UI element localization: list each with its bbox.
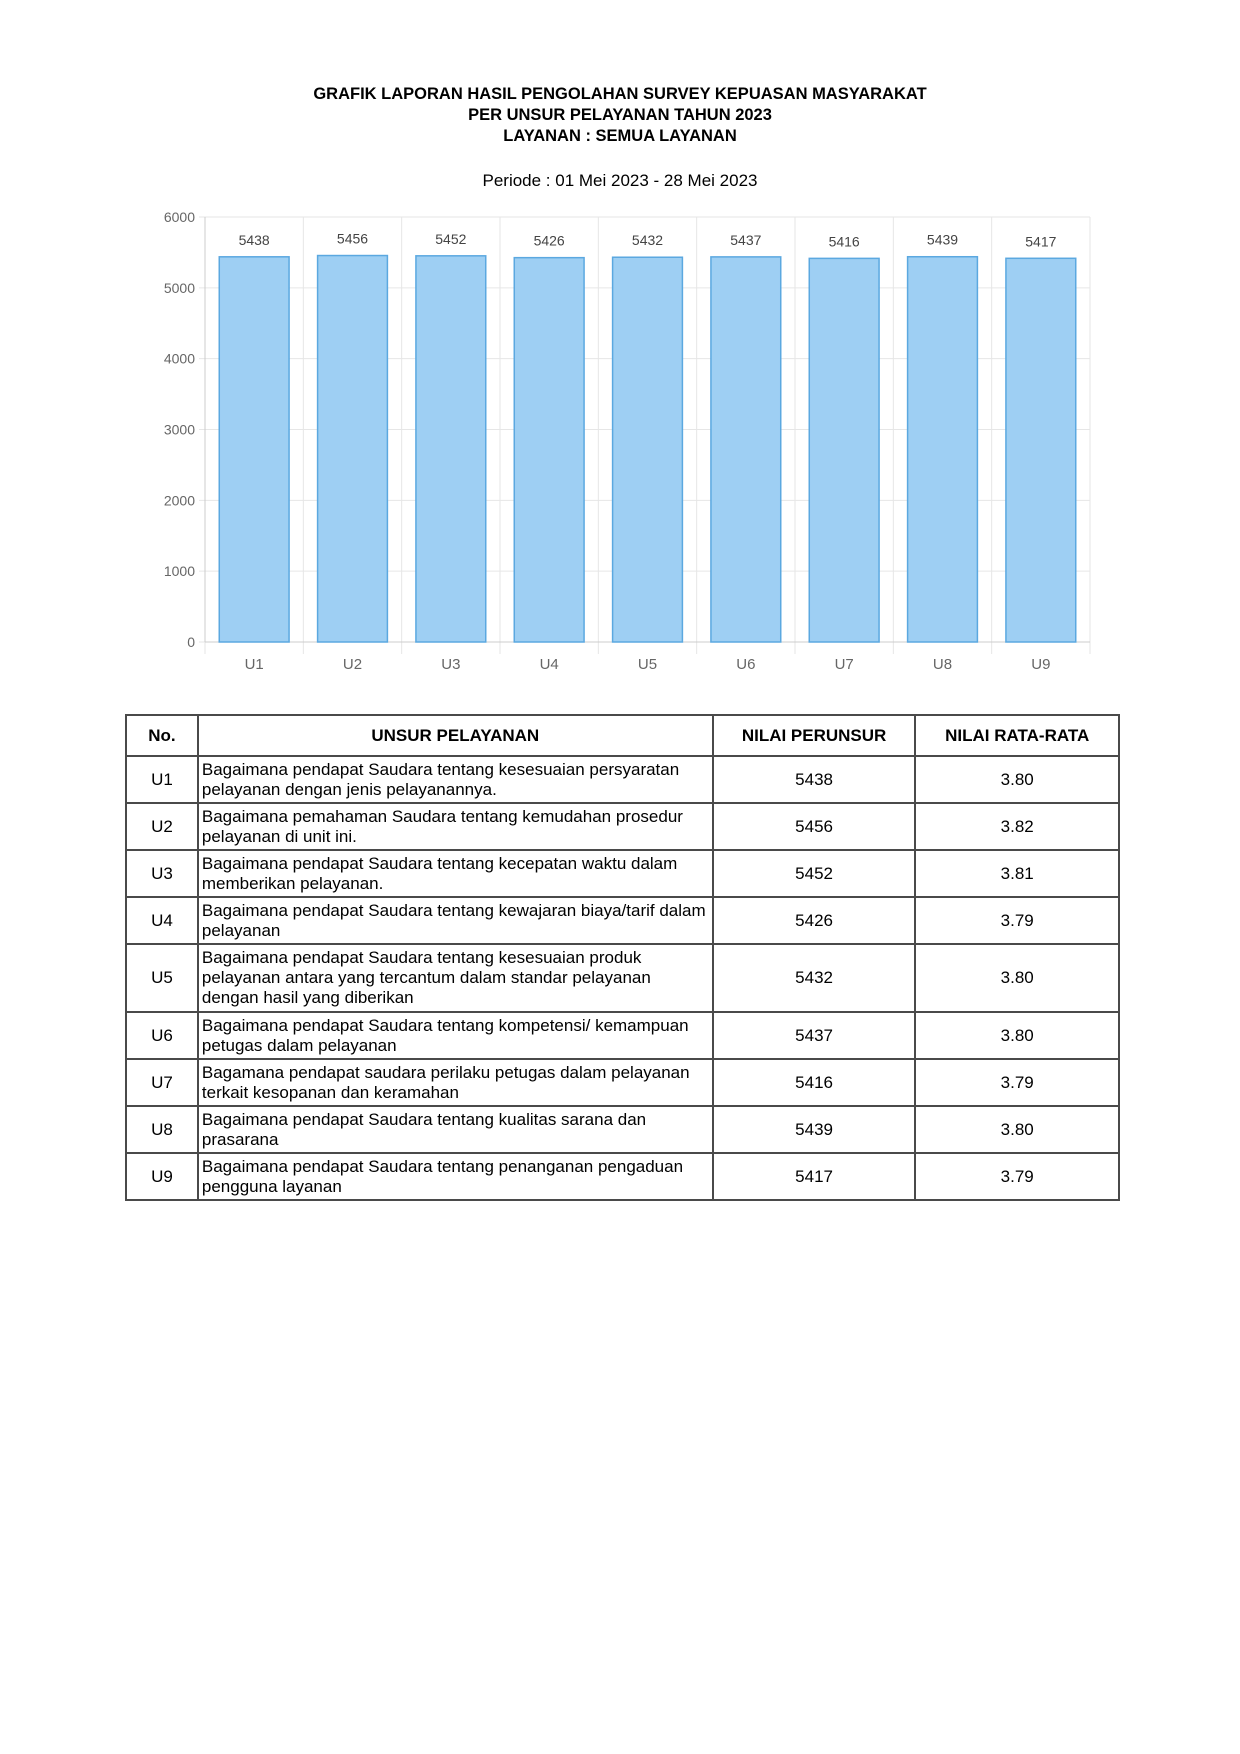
header-no: No. — [126, 715, 198, 756]
row-rata: 3.81 — [915, 850, 1119, 897]
x-tick-label: U2 — [342, 656, 363, 673]
row-unsur: Bagamana pendapat saudara perilaku petugas dalam pelayanan terkait kesopanan dan keramahan — [198, 1059, 713, 1106]
row-unsur: Bagaimana pendapat Saudara tentang kualitas sarana dan prasarana — [198, 1106, 713, 1153]
report-title-line-1: GRAFIK LAPORAN HASIL PENGOLAHAN SURVEY KEPUASAN MASYARAKAT — [313, 85, 927, 103]
x-tick-label: U3 — [441, 656, 461, 673]
report-title-line-3: LAYANAN : SEMUA LAYANAN — [503, 127, 737, 145]
table-row — [126, 803, 1119, 850]
row-unsur: Bagaimana pendapat Saudara tentang penanganan pengaduan pengguna layanan — [198, 1153, 713, 1200]
bar — [711, 257, 781, 642]
bar-data-label: 5432 — [631, 232, 664, 249]
bar — [219, 257, 289, 642]
row-unsur: Bagaimana pendapat Saudara tentang kewajaran biaya/tarif dalam pelayanan — [198, 897, 713, 944]
x-tick-label: U8 — [932, 656, 953, 673]
bar — [514, 258, 584, 642]
x-tick-label: U5 — [637, 656, 658, 673]
row-nilai: 5437 — [713, 1012, 916, 1059]
table-row — [126, 897, 1119, 944]
row-no: U2 — [126, 803, 198, 850]
report-title — [0, 84, 1240, 147]
bar-data-label: 5456 — [336, 230, 369, 247]
x-tick-label: U4 — [539, 656, 559, 673]
bar-data-label: 5416 — [828, 233, 860, 250]
row-unsur: Bagaimana pendapat Saudara tentang kecepatan waktu dalam memberikan pelayanan. — [198, 850, 713, 897]
row-nilai: 5452 — [713, 850, 916, 897]
row-rata: 3.79 — [915, 1059, 1119, 1106]
row-rata: 3.80 — [915, 1106, 1119, 1153]
row-rata: 3.80 — [915, 756, 1119, 803]
bar — [613, 257, 683, 642]
table-row — [126, 1106, 1119, 1153]
x-tick-label: U7 — [834, 656, 854, 673]
bar-data-label: 5439 — [926, 231, 959, 248]
y-tick-label: 2000 — [163, 492, 195, 509]
bar-data-label: 5452 — [435, 230, 467, 247]
row-nilai: 5432 — [713, 944, 916, 1012]
y-tick-label: 5000 — [163, 279, 195, 296]
row-no: U7 — [126, 1059, 198, 1106]
row-unsur: Bagaimana pendapat Saudara tentang kesesuaian produk pelayanan antara yang tercantum dalam standar pelayanan dengan hasil yang diberikan — [198, 944, 713, 1012]
table-row — [126, 1153, 1119, 1200]
header-nilai-rata-rata: NILAI RATA-RATA — [915, 715, 1119, 756]
table-row — [126, 1059, 1119, 1106]
bar-data-label: 5417 — [1025, 233, 1057, 250]
report-table — [125, 714, 1120, 1201]
table-header-row — [126, 715, 1119, 756]
row-rata: 3.79 — [915, 897, 1119, 944]
row-no: U9 — [126, 1153, 198, 1200]
table-row — [126, 1012, 1119, 1059]
row-no: U5 — [126, 944, 198, 1012]
y-tick-label: 0 — [187, 634, 195, 650]
x-tick-label: U9 — [1031, 656, 1051, 673]
bar — [809, 258, 879, 642]
row-no: U4 — [126, 897, 198, 944]
row-rata: 3.80 — [915, 944, 1119, 1012]
row-nilai: 5426 — [713, 897, 916, 944]
bar-data-label: 5437 — [730, 231, 762, 248]
bar — [318, 256, 388, 642]
header-nilai-perunsur: NILAI PERUNSUR — [713, 715, 916, 756]
x-tick-label: U6 — [736, 656, 756, 673]
table-row — [126, 756, 1119, 803]
report-period: Periode : 01 Mei 2023 - 28 Mei 2023 — [482, 171, 758, 190]
row-rata: 3.80 — [915, 1012, 1119, 1059]
row-no: U6 — [126, 1012, 198, 1059]
bar-chart — [150, 205, 1100, 685]
row-nilai: 5456 — [713, 803, 916, 850]
row-rata: 3.79 — [915, 1153, 1119, 1200]
row-no: U8 — [126, 1106, 198, 1153]
bar-data-label: 5426 — [533, 232, 565, 249]
row-unsur: Bagaimana pemahaman Saudara tentang kemudahan prosedur pelayanan di unit ini. — [198, 803, 713, 850]
row-nilai: 5439 — [713, 1106, 916, 1153]
report-title-line-2: PER UNSUR PELAYANAN TAHUN 2023 — [468, 106, 772, 124]
row-no: U3 — [126, 850, 198, 897]
bar — [908, 257, 978, 642]
row-nilai: 5438 — [713, 756, 916, 803]
y-tick-label: 1000 — [163, 563, 195, 580]
x-tick-label: U1 — [244, 656, 264, 673]
row-nilai: 5417 — [713, 1153, 916, 1200]
bar-data-label: 5438 — [238, 231, 270, 248]
row-nilai: 5416 — [713, 1059, 916, 1106]
y-tick-label: 3000 — [163, 421, 195, 438]
row-no: U1 — [126, 756, 198, 803]
row-unsur: Bagaimana pendapat Saudara tentang kompetensi/ kemampuan petugas dalam pelayanan — [198, 1012, 713, 1059]
bar — [1006, 258, 1076, 642]
table-row — [126, 850, 1119, 897]
y-tick-label: 4000 — [163, 350, 195, 367]
header-unsur: UNSUR PELAYANAN — [198, 715, 713, 756]
bar — [416, 256, 486, 642]
table-row — [126, 944, 1119, 1012]
y-tick-label: 6000 — [163, 209, 195, 225]
row-unsur: Bagaimana pendapat Saudara tentang kesesuaian persyaratan pelayanan dengan jenis pelayanannya. — [198, 756, 713, 803]
row-rata: 3.82 — [915, 803, 1119, 850]
